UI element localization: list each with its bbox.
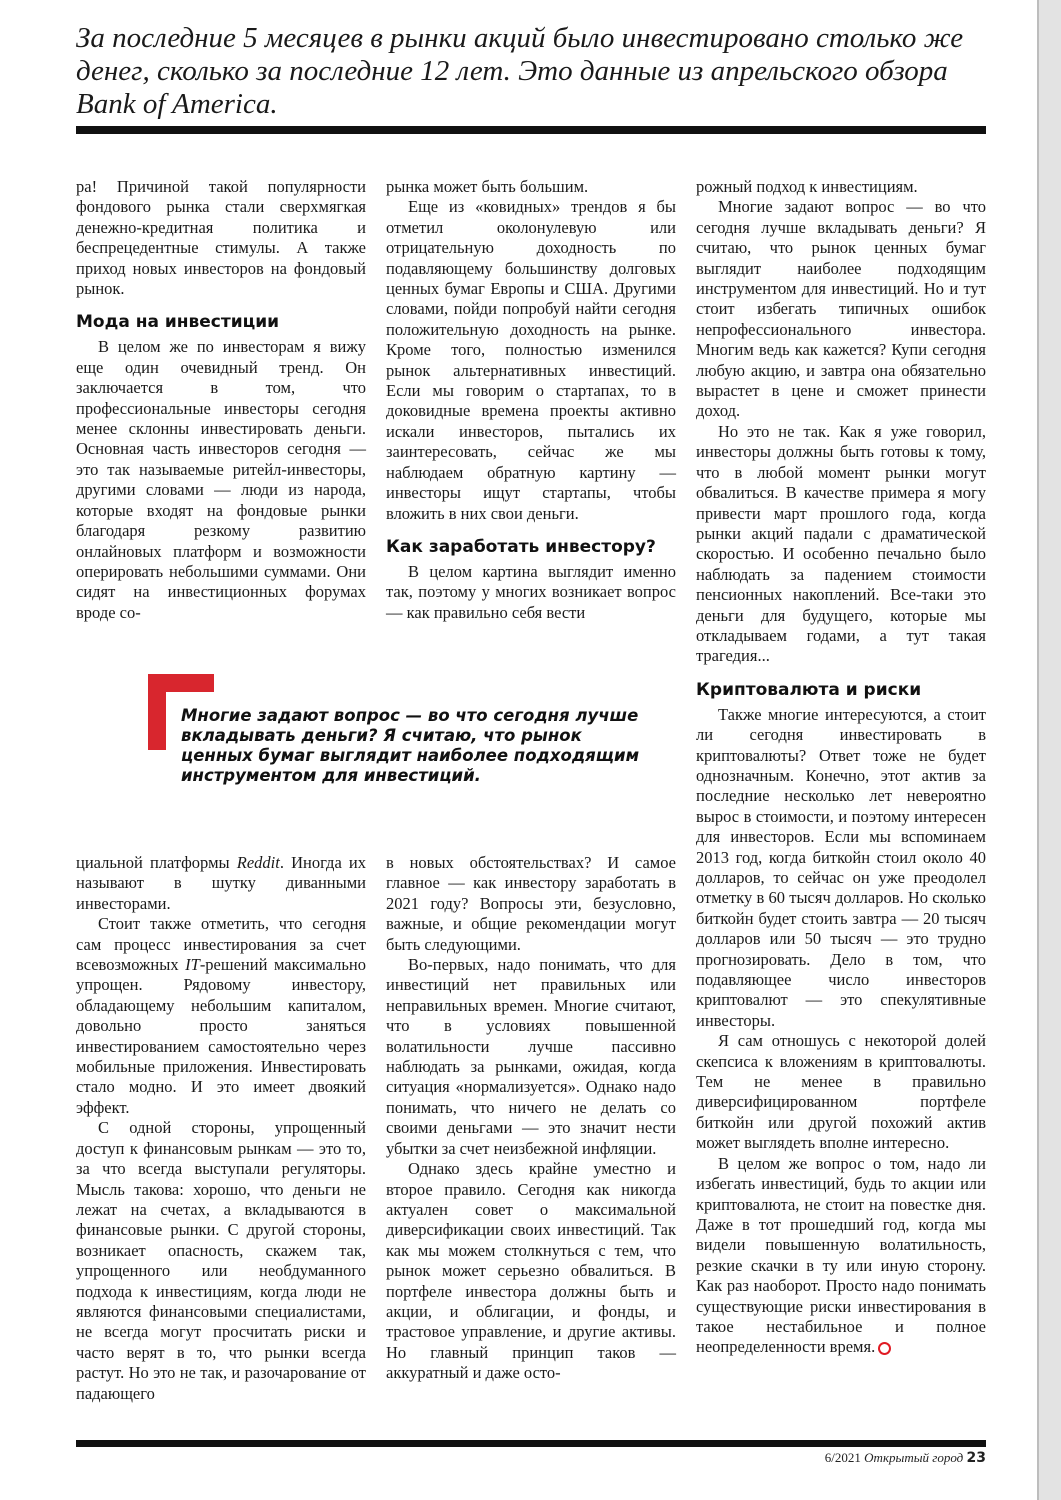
end-of-article-icon bbox=[878, 1342, 891, 1355]
paragraph: ра! Причиной такой популярности фондового рынка стали сверхмягкая денежно-кредитная политика и беспрецедентные стимулы. А также приход новых инвесторов на фондовый рынок. bbox=[76, 177, 366, 299]
column-1-bottom bbox=[76, 853, 366, 1404]
paragraph: Многие задают вопрос — во что сегодня лучше вкладывать деньги? Я считаю, что рынок ценных бумаг выглядит наиболее подходящим инструментом для инвестиций. Но и тут стоит избегать типичных ошибок непрофессионального инвестора. Многим ведь как кажется? Купи сегодня любую акцию, и завтра она обязательно вырастет в цене и сможет принести доход. bbox=[696, 197, 986, 421]
paragraph: В целом же по инвесторам я вижу еще один очевидный тренд. Он заключается в том, что профессиональные инвесторы сегодня менее склонны инвестировать деньги. Основная часть инвесторов сегодня — это так называемые ритейл-инвесторы, другими словами — люди из народа, которые входят на фондовые рынки благодаря резкому развитию онлайновых платформ и возможности оперировать небольшими суммами. Они сидят на инвестиционных форумах вроде со- bbox=[76, 337, 366, 622]
page-footer bbox=[825, 1449, 986, 1467]
paragraph-text: В целом же вопрос о том, надо ли избегать инвестиций, будь то акции или криптовалюта, не стоит на повестке дня. Даже в тот прошедший год, когда мы видели повышенную волатильность, резкие скачки в ту или иную сторону. Как раз наоборот. Просто надо понимать существующие риски инвестирования в такое нестабильное и полное неопределенности время. bbox=[696, 1153, 986, 1357]
page-number: 23 bbox=[966, 1450, 986, 1466]
column-2-bottom bbox=[386, 853, 676, 1384]
bottom-rule bbox=[76, 1440, 986, 1447]
text-run: Стоит также отметить, что сегодня сам процесс инвестирования за счет всевозможных bbox=[76, 914, 366, 975]
paragraph: Также многие интересуются, а стоит ли сегодня инвестировать в криптовалюты? Ответ тоже не будет однозначным. Конечно, этот актив за последние несколько лет невероятно вырос в стоимости, и поэтому интересен для инвесторов. Если мы вспоминаем 2013 год, когда биткойн стоил около 40 долларов, то сейчас он уже преодолел отметку в 60 тысяч долларов. Но сколько биткойн будет стоить завтра — 20 тысяч долларов или 50 тысяч — это трудно прогнозировать. Дело в том, что подавляющее число инвесторов криптовалют — это спекулятивные инвесторы. bbox=[696, 704, 986, 1030]
paragraph bbox=[76, 914, 366, 1118]
paragraph: Но это не так. Как я уже говорил, инвесторы должны быть готовы к тому, что в любой момент рынки могут обвалиться. В качестве примера я могу привести март прошлого года, когда рынки акций падали с драматической скоростью. И особенно печально было наблюдать за падением стоимости пенсионных накоплений. Все-таки это деньги для будущего, которые мы откладываем годами, а тут такая трагедия... bbox=[696, 421, 986, 666]
paragraph: Однако здесь крайне уместно и второе правило. Сегодня как никогда актуален совет о максимальной диверсификации своих инвестиций. Так как мы можем столкнуться с тем, что рынок может серьезно обвалиться. В портфеле инвестора должны быть и акции, и облигации, и фонды, и трастовое управление, и другие активы. Но главный принцип таков — аккуратный и даже осто- bbox=[386, 1159, 676, 1383]
pull-quote: Многие задают вопрос — во что сегодня лучше вкладывать деньги? Я считаю, что рынок ценных бумаг выглядит наиболее подходящим инструментом для инвестиций. bbox=[181, 706, 640, 785]
text-run: . Иногда их называют в шутку диванными инвесторами. bbox=[76, 853, 366, 913]
paragraph: в новых обстоятельствах? И самое главное — как инвестору заработать в 2021 году? Вопросы эти, безусловно, важные, и общие рекомендации могут быть следующими. bbox=[386, 853, 676, 954]
top-rule bbox=[76, 126, 986, 134]
column-1-top bbox=[76, 177, 366, 623]
paragraph: рожный подход к инвестициям. bbox=[696, 177, 918, 196]
emphasis: IT bbox=[185, 955, 200, 975]
text-run: -решений максимально упрощен. Рядовому инвестору, обладающему небольшим капиталом, довольно просто заняться инвестированием самостоятельно через мобильные приложения. Инвестировать стало модно. И это имеет двоякий эффект. bbox=[76, 955, 366, 1117]
column-3 bbox=[696, 177, 986, 1358]
paragraph: Еще из «ковидных» трендов я бы отметил околонулевую или отрицательную доходность по подавляющему большинству долговых ценных бумаг Европы и США. Другими словами, пойди попробуй найти сегодня положительную доходность на рынке. Кроме того, полностью изменился рынок альтернативных инвестиций. Если мы говорим о стартапах, то в доковидные времена проекты активно искали инвесторов, пытались их заинтересовать, сейчас же мы наблюдаем обратную картину — инвесторы ищут стартапы, чтобы вложить в них свои деньги. bbox=[386, 197, 676, 523]
column-2-top bbox=[386, 177, 676, 623]
paragraph bbox=[76, 853, 366, 914]
lead-text: За последние 5 месяцев в рынки акций было инвестировано столько же денег, сколько за последние 12 лет. Это данные из апрельского обзора Bank of America. bbox=[76, 22, 964, 120]
page-edge-strip bbox=[1039, 0, 1061, 1500]
magazine-name: Открытый город bbox=[864, 1450, 964, 1465]
paragraph: В целом картина выглядит именно так, поэтому у многих возникает вопрос — как правильно себя вести bbox=[386, 561, 676, 622]
paragraph bbox=[696, 1154, 986, 1358]
text-run: циальной платформы bbox=[76, 853, 237, 872]
section-heading: Мода на инвестиции bbox=[76, 312, 280, 333]
paragraph: Я сам отношусь с некоторой долей скепсиса к вложениям в криптовалюты. Тем не менее в правильно диверсифицированном портфеле биткойн или другой похожий актив может выглядеть вполне интересно. bbox=[696, 1031, 986, 1153]
paragraph: С одной стороны, упрощенный доступ к финансовым рынкам — это то, за что всегда выступали регуляторы. Мысль такова: хорошо, что деньги не лежат на счетах, а вкладываются в финансовые рынки. С другой стороны, возникает опасность, скажем так, упрощенного или необдуманного подхода к инвестициям, когда люди не являются финансовыми специалистами, не всегда могут просчитать риски и часто верят в то, что рынки всегда растут. Но это не так, и разочарование от падающего bbox=[76, 1118, 366, 1403]
emphasis: Reddit bbox=[236, 853, 280, 872]
section-heading: Криптовалюта и риски bbox=[696, 679, 922, 700]
paragraph: рынка может быть большим. bbox=[386, 177, 589, 196]
issue-number: 6/2021 bbox=[824, 1450, 861, 1465]
paragraph: Во-первых, надо понимать, что для инвестиций нет правильных или неправильных времен. Многие считают, что в условиях повышенной волатильности лучше пассивно наблюдать за рынками, ожидая, когда ситуация «нормализуется». Однако надо понимать, что ничего не делать со своими деньгами — это значит нести убытки за счет неизбежной инфляции. bbox=[386, 955, 676, 1158]
section-heading: Как заработать инвестору? bbox=[386, 536, 656, 557]
